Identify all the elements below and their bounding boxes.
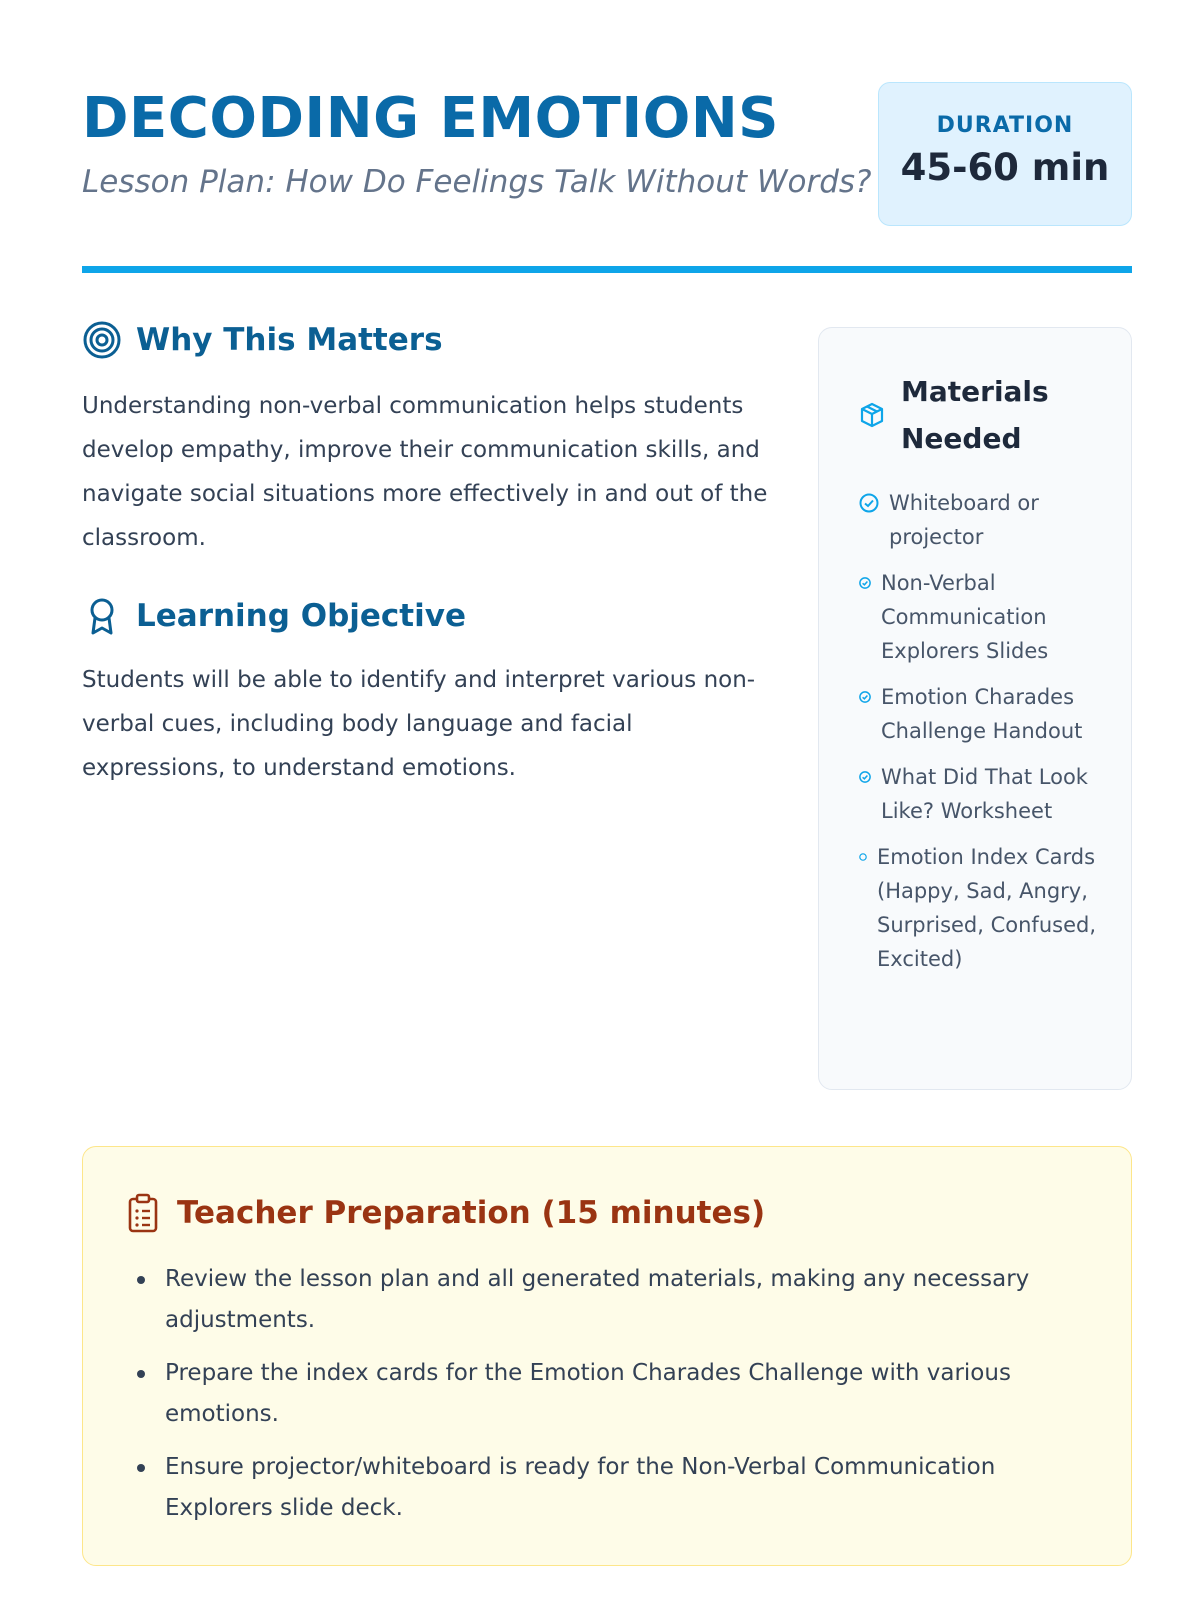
- prep-heading: Teacher Preparation (15 minutes): [177, 1195, 766, 1231]
- award-ribbon-icon: [82, 596, 122, 636]
- check-circle-icon: [859, 486, 879, 517]
- list-item: [859, 760, 1109, 828]
- check-circle-icon: [859, 680, 871, 707]
- objective-section-heading: [82, 596, 466, 636]
- objective-heading: Learning Objective: [136, 598, 466, 634]
- why-heading: Why This Matters: [136, 322, 443, 358]
- duration-badge: [878, 82, 1132, 226]
- material-item-text: Emotion Charades Challenge Handout: [881, 685, 1083, 743]
- prep-list: [165, 1259, 1095, 1541]
- why-text: Understanding non-verbal communication helps students develop empathy, improve their communication skills, and navigate social situations more effectively in and out of the classroom.: [82, 393, 768, 551]
- materials-panel: [818, 327, 1132, 1090]
- materials-heading: Materials Needed: [901, 375, 1049, 455]
- why-section-heading: [82, 320, 443, 360]
- page-header: [82, 80, 1132, 230]
- page-title: DECODING EMOTIONS: [82, 86, 780, 151]
- material-item-text: Whiteboard or projector: [889, 491, 1039, 549]
- clipboard-list-icon: [127, 1193, 159, 1233]
- materials-heading-row: [859, 368, 1101, 462]
- prep-heading-row: [127, 1193, 765, 1233]
- list-item: [859, 486, 1109, 554]
- list-item: Prepare the index cards for the Emotion Charades Challenge with various emotions.: [165, 1353, 1095, 1435]
- list-item: Review the lesson plan and all generated materials, making any necessary adjustments.: [165, 1259, 1095, 1341]
- page-subtitle: Lesson Plan: How Do Feelings Talk Without Words?: [82, 164, 872, 200]
- duration-value: 45-60 min: [900, 146, 1110, 189]
- check-circle-icon: [859, 760, 871, 787]
- list-item: [859, 680, 1109, 748]
- teacher-prep-panel: [82, 1146, 1132, 1566]
- package-box-icon: [859, 402, 885, 428]
- list-item: [859, 840, 1109, 976]
- material-item-text: What Did That Look Like? Worksheet: [881, 765, 1088, 823]
- list-item: [859, 566, 1109, 668]
- materials-list: [859, 486, 1109, 988]
- duration-label: DURATION: [936, 113, 1074, 138]
- lesson-plan-page: [82, 0, 1132, 1600]
- header-divider: [82, 266, 1132, 273]
- material-item-text: Non-Verbal Communication Explorers Slides: [881, 571, 1049, 663]
- check-circle-icon: [859, 840, 867, 865]
- target-icon: [82, 320, 122, 360]
- objective-text: Students will be able to identify and interpret various non-verbal cues, including body language and facial expressions, to understand emotions.: [82, 667, 756, 781]
- material-item-text: Emotion Index Cards (Happy, Sad, Angry, Surprised, Confused, Excited): [877, 845, 1097, 971]
- list-item: Ensure projector/whiteboard is ready for the Non-Verbal Communication Explorers slide deck.: [165, 1447, 1095, 1529]
- check-circle-icon: [859, 566, 871, 593]
